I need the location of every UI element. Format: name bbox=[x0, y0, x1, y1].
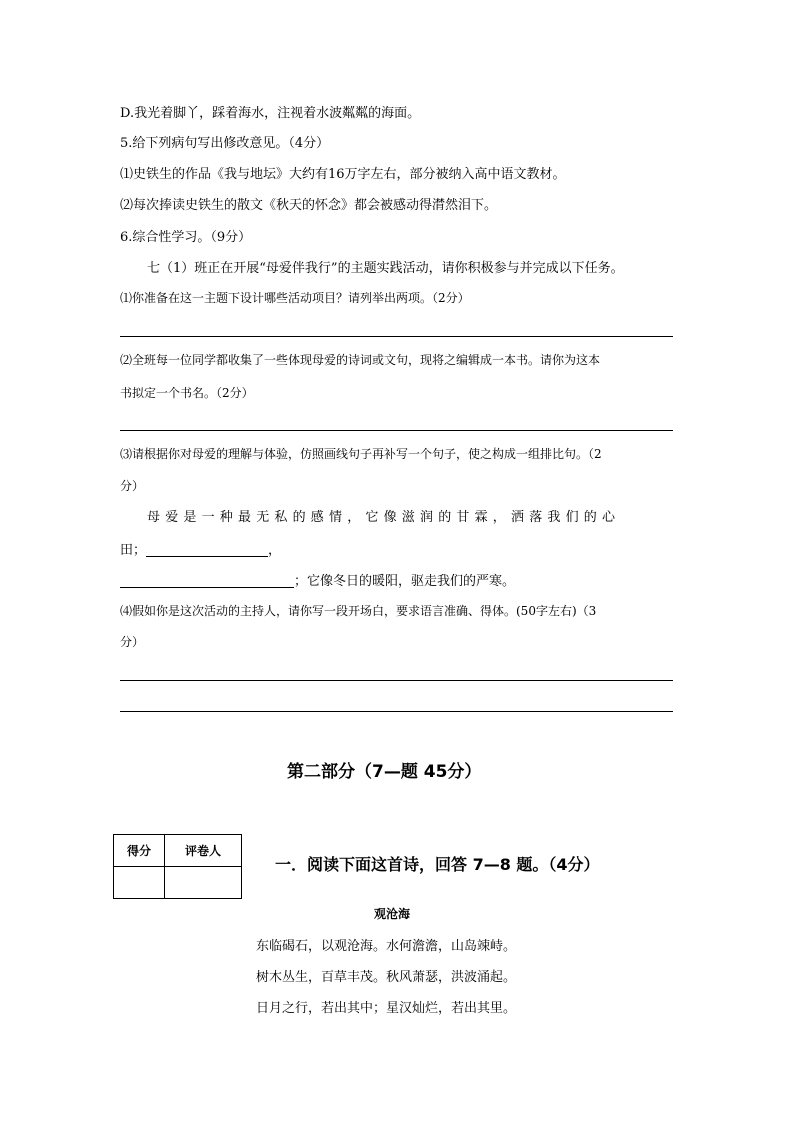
question-6-sub3-line2: 分） bbox=[120, 479, 145, 493]
grader-cell[interactable] bbox=[165, 867, 242, 899]
fill-blank-1[interactable] bbox=[146, 542, 268, 557]
parallel-sentence-prefix: 田； bbox=[120, 543, 147, 558]
question-5-sentence-2: ⑵每次捧读史铁生的散文《秋天的怀念》都会被感动得潸然泪下。 bbox=[120, 198, 498, 213]
score-header: 得分 bbox=[114, 835, 165, 867]
question-6-sub4-line2: 分） bbox=[120, 635, 145, 649]
section-one-heading: 一．阅读下面这首诗，回答 7—8 题。（4分） bbox=[275, 855, 600, 874]
answer-line-sub1[interactable] bbox=[120, 336, 673, 337]
question-6-sub2-line1: ⑵全班每一位同学都收集了一些体现母爱的诗词或文句，现将之编辑成一本书。请你为这本 bbox=[120, 353, 601, 367]
poem-line-3: 日月之行，若出其中；星汉灿烂，若出其里。 bbox=[256, 1001, 517, 1016]
score-table bbox=[113, 834, 242, 899]
grader-header: 评卷人 bbox=[165, 835, 242, 867]
question-6-sub2-line2: 书拟定一个书名。（2分） bbox=[120, 386, 254, 400]
fill-blank-2[interactable] bbox=[120, 573, 294, 588]
poem-line-2: 树木丛生，百草丰茂。秋风萧瑟，洪波涌起。 bbox=[256, 970, 517, 985]
score-cell[interactable] bbox=[114, 867, 165, 899]
answer-line-sub4-2[interactable] bbox=[120, 711, 673, 712]
part-two-heading: 第二部分（7—题 45分） bbox=[287, 762, 482, 782]
parallel-sentence-ending: ；它像冬日的暖阳，驱走我们的严寒。 bbox=[294, 574, 516, 589]
parallel-sentence-line3 bbox=[120, 573, 515, 588]
answer-line-sub2[interactable] bbox=[120, 430, 673, 431]
poem-line-1: 东临碣石，以观沧海。水何澹澹，山岛竦峙。 bbox=[256, 939, 517, 954]
question-6-sub3-line1: ⑶请根据你对母爱的理解与体验，仿照画线句子再补写一个句子，使之构成一组排比句。（2 bbox=[120, 447, 602, 461]
parallel-sentence-line2 bbox=[120, 542, 281, 557]
answer-line-sub4-1[interactable] bbox=[120, 680, 673, 681]
question-6-sub4-line1: ⑷假如你是这次活动的主持人，请你写一段开场白，要求语言准确、得体。(50字左右)（3 bbox=[120, 604, 597, 618]
poem-title: 观沧海 bbox=[374, 907, 411, 921]
question-6-sub1: ⑴你准备在这一主题下设计哪些活动项目？请列举出两项。（2分） bbox=[120, 291, 470, 305]
question-6-title: 6.综合性学习。（9分） bbox=[120, 230, 252, 245]
question-5-sentence-1: ⑴史铁生的作品《我与地坛》大约有16万字左右，部分被纳入高中语文教材。 bbox=[120, 167, 566, 182]
parallel-sentence-line1: 母爱是一种最无私的感情，它像滋润的甘霖，洒落我们的心 bbox=[147, 510, 621, 525]
question-5-title: 5.给下列病句写出修改意见。（4分） bbox=[120, 136, 330, 151]
parallel-sentence-comma: ， bbox=[268, 543, 282, 558]
option-d-text: D.我光着脚丫，踩着海水，注视着水波粼粼的海面。 bbox=[120, 106, 421, 121]
question-6-intro: 七（1）班正在开展“母爱伴我行”的主题实践活动，请你积极参与并完成以下任务。 bbox=[147, 261, 624, 276]
